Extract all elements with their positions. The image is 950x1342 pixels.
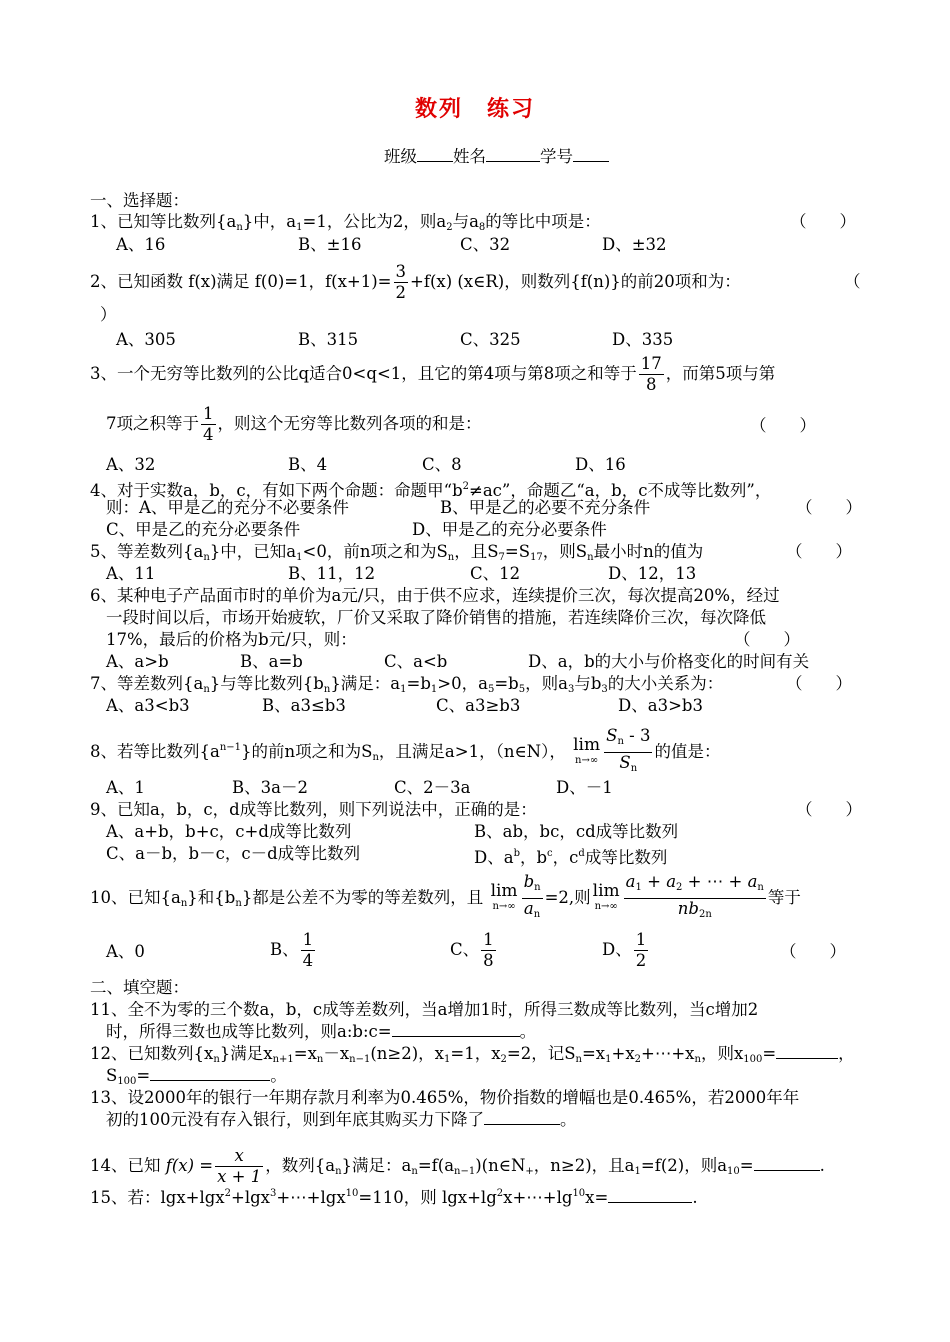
question-14: 14、已知 f(x) = $\frac{x}{x + 1}$ ，数列$\{a_n\}$满足：$a_n=f(a_{n-1})(n\in N_+$，n≥2)，且$a_1=f(2)$，则$a_{10}=$ . — [90, 1146, 825, 1186]
answer-blank[interactable] — [392, 1022, 520, 1037]
question-8: 8、若等比数列$\{a^{n-1}\}$的前n项之和为$S_n$，且满足a>1，（n∈N）， lim n→∞ $\frac{S_n - 3}{S_n}$ 的值是： — [90, 726, 720, 779]
fraction: $\frac{1}{4}$ — [203, 404, 214, 444]
student-info: 班级 姓名 学号 — [384, 147, 609, 167]
q5-option-b[interactable]: B、11，12 — [288, 564, 376, 583]
q4-option-b[interactable]: B、甲是乙的必要不充分条件 — [440, 498, 651, 517]
q7-option-c[interactable]: C、a3≥b3 — [436, 696, 521, 715]
q3-option-a[interactable]: A、32 — [106, 455, 156, 474]
fraction: $\frac{17}{8}$ — [640, 354, 662, 394]
q6-option-d[interactable]: D、a，b的大小与价格变化的时间有关 — [528, 652, 810, 671]
q1-option-a[interactable]: A、16 — [116, 235, 166, 254]
question-3: 3、一个无穷等比数列的公比q适合0<q<1，且它的第4项与第8项之和等于 $\frac{17}{8}$ ，而第5项与第 — [90, 354, 776, 394]
q6-option-c[interactable]: C、a<b — [384, 652, 448, 671]
question-15: 15、若：lgx+lgx$^2$+lgx$^3$+⋯+lgx$^{10}$=110，则 $\lg x+\lg^2x+\cdots+\lg^{10}x=$ . — [90, 1188, 698, 1207]
question-2: 2、已知函数 f(x)满足 f(0)=1，f(x+1)= $\frac{3}{2}$ +f(x) (x∈R)，则数列{f(n)}的前20项和为： — [90, 262, 741, 302]
fraction: $\frac{x}{x + 1}$ — [217, 1146, 262, 1186]
q9-option-d[interactable]: D、$a^b$，$b^c$，$c^d$成等比数列 — [474, 848, 668, 867]
question-3-cont: 7项之积等于 $\frac{1}{4}$ ，则这个无穷等比数列各项的和是： — [106, 404, 482, 444]
question-13-line-2: 初的100元没有存入银行，则到年底其购买力下降了 。 — [106, 1110, 577, 1129]
q10-option-d[interactable]: D、 $\frac{1}{2}$ — [602, 930, 647, 970]
question-11-line-1: 11、全不为零的三个数a，b，c成等差数列，当a增加1时，所得三数成等比数列，当c增加2 — [90, 1000, 759, 1019]
answer-paren[interactable]: （ ） — [786, 542, 852, 561]
fraction: $\frac{3}{2}$ — [395, 262, 407, 302]
section-choice: 一、选择题： — [90, 191, 189, 210]
q3-option-c[interactable]: C、8 — [422, 455, 462, 474]
q8-option-c[interactable]: C、2－3a — [394, 778, 471, 797]
q3-option-b[interactable]: B、4 — [288, 455, 328, 474]
q8-option-b[interactable]: B、3a－2 — [232, 778, 308, 797]
answer-paren[interactable]: （ ） — [796, 800, 862, 819]
q1-option-d[interactable]: D、±32 — [602, 235, 667, 254]
question-7: 7、等差数列$\{a_n\}$与等比数列$\{b_n\}$满足：$a_1=b_1>0$，$a_5=b_5$，则$a_3$与$b_3$的大小关系为： — [90, 674, 724, 695]
q9-option-c[interactable]: C、a－b，b－c，c－d成等比数列 — [106, 844, 361, 863]
answer-paren[interactable]: （ ） — [796, 498, 862, 517]
q7-option-a[interactable]: A、a3<b3 — [106, 696, 190, 715]
question-6-line-2: 一段时间以后，市场开始疲软，厂价又采取了降价销售的措施，若连续降价三次，每次降低 — [106, 608, 766, 627]
answer-paren[interactable]: （ ） — [734, 630, 800, 649]
q6-option-a[interactable]: A、a>b — [106, 652, 169, 671]
q7-option-d[interactable]: D、a3>b3 — [618, 696, 703, 715]
question-9: 9、已知a，b，c，d成等比数列，则下列说法中，正确的是： — [90, 800, 537, 819]
fraction: $\frac{1}{4}$ — [302, 930, 314, 970]
q9-option-a[interactable]: A、a+b，b+c，c+d成等比数列 — [106, 822, 352, 841]
page-title: 数列 练习 — [414, 97, 535, 122]
answer-blank[interactable] — [776, 1044, 838, 1059]
q8-option-a[interactable]: A、1 — [106, 778, 145, 797]
q5-option-d[interactable]: D、12，13 — [608, 564, 697, 583]
number-blank[interactable] — [573, 147, 609, 162]
fraction: $\frac{1}{2}$ — [635, 930, 647, 970]
q9-option-b[interactable]: B、ab，bc，cd成等比数列 — [474, 822, 679, 841]
answer-paren[interactable]: （ ） — [780, 942, 846, 961]
q4-option-d[interactable]: D、甲是乙的充分必要条件 — [412, 520, 607, 539]
q8-option-d[interactable]: D、－1 — [556, 778, 613, 797]
question-12-line-2: $S_{100}=$ 。 — [106, 1066, 287, 1087]
question-4: 4、对于实数a，b，c，有如下两个命题：命题甲“$b^2\ne ac$”，命题乙“a，b，c不成等比数列”， — [90, 481, 772, 500]
q1-option-b[interactable]: B、±16 — [298, 235, 362, 254]
question-11-line-2: 时，所得三数也成等比数列，则a:b:c= 。 — [106, 1022, 537, 1041]
answer-blank[interactable] — [150, 1066, 270, 1081]
name-blank[interactable] — [486, 147, 540, 162]
q1-option-c[interactable]: C、32 — [460, 235, 511, 254]
q10-option-c[interactable]: C、 $\frac{1}{8}$ — [450, 930, 494, 970]
fraction: $\frac{a_1 + a_2 + \cdots + a_n}{nb_{2n}}$ — [625, 872, 764, 920]
q5-option-a[interactable]: A、11 — [106, 564, 156, 583]
fraction: $\frac{1}{8}$ — [483, 930, 494, 970]
q4-option-a[interactable]: 则：A、甲是乙的充分不必要条件 — [106, 498, 349, 517]
limit-operator: lim n→∞ — [573, 734, 601, 766]
q10-option-b[interactable]: B、 $\frac{1}{4}$ — [270, 930, 314, 970]
q5-option-c[interactable]: C、12 — [470, 564, 521, 583]
section-fill: 二、填空题： — [90, 978, 189, 997]
question-1: 1、已知等比数列$\{a_n\}$中，$a_1=1$，公比为2，则$a_2$与$a_8$的等比中项是： — [90, 212, 601, 233]
answer-blank[interactable] — [484, 1110, 560, 1125]
question-6-line-1: 6、某种电子产品面市时的单价为a元/只，由于供不应求，连续提价三次，每次提高20%，经过 — [90, 586, 780, 605]
q6-option-b[interactable]: B、a=b — [240, 652, 303, 671]
question-6-line-3: 17%，最后的价格为b元/只，则： — [106, 630, 357, 649]
q7-option-b[interactable]: B、a3≤b3 — [262, 696, 346, 715]
answer-blank[interactable] — [608, 1188, 692, 1203]
q3-option-d[interactable]: D、16 — [575, 455, 626, 474]
answer-blank[interactable] — [754, 1156, 820, 1171]
question-5: 5、等差数列$\{a_n\}$中，已知$a_1<0$，前n项之和为$S_n$，且$S_7=S_{17}$，则$S_n$最小时n的值为 — [90, 542, 704, 563]
fraction: $\frac{b_n}{a_n}$ — [523, 872, 541, 920]
q2-option-c[interactable]: C、325 — [460, 330, 521, 349]
question-12: 12、已知数列$\{x_n\}$满足$x_{n+1}=x_n-x_{n-1}(n\ge 2)$，$x_1=1$，$x_2=2$，记$S_n=x_1+x_2+\cdots+x_n$，则$x_{100}=$ ， — [90, 1044, 855, 1065]
q10-option-a[interactable]: A、0 — [106, 942, 145, 961]
answer-paren[interactable]: （ ） — [750, 416, 816, 435]
fraction: $\frac{S_n - 3}{S_n}$ — [606, 726, 651, 774]
answer-paren[interactable]: （ ） — [790, 212, 856, 231]
q2-option-d[interactable]: D、335 — [612, 330, 674, 349]
q2-option-a[interactable]: A、305 — [116, 330, 176, 349]
q2-paren-close[interactable]: ） — [100, 305, 117, 324]
q4-option-c[interactable]: C、甲是乙的充分必要条件 — [106, 520, 301, 539]
limit-operator: lim n→∞ — [592, 880, 620, 912]
limit-operator: lim n→∞ — [490, 880, 518, 912]
answer-paren-open[interactable]: （ — [844, 272, 861, 291]
q2-option-b[interactable]: B、315 — [298, 330, 359, 349]
question-10: 10、已知$\{a_n\}$和$\{b_n\}$都是公差不为零的等差数列，且 lim n→∞ $\frac{b_n}{a_n}$ =2,则 lim n→∞ $\frac{a_1 + a_2 + \cdots + a_n}{nb_{2n}}$ 等于 — [90, 872, 801, 925]
answer-paren[interactable]: （ ） — [786, 674, 852, 693]
question-13-line-1: 13、设2000年的银行一年期存款月利率为0.465%，物价指数的增幅也是0.465%，若2000年年 — [90, 1088, 800, 1107]
class-blank[interactable] — [417, 147, 453, 162]
